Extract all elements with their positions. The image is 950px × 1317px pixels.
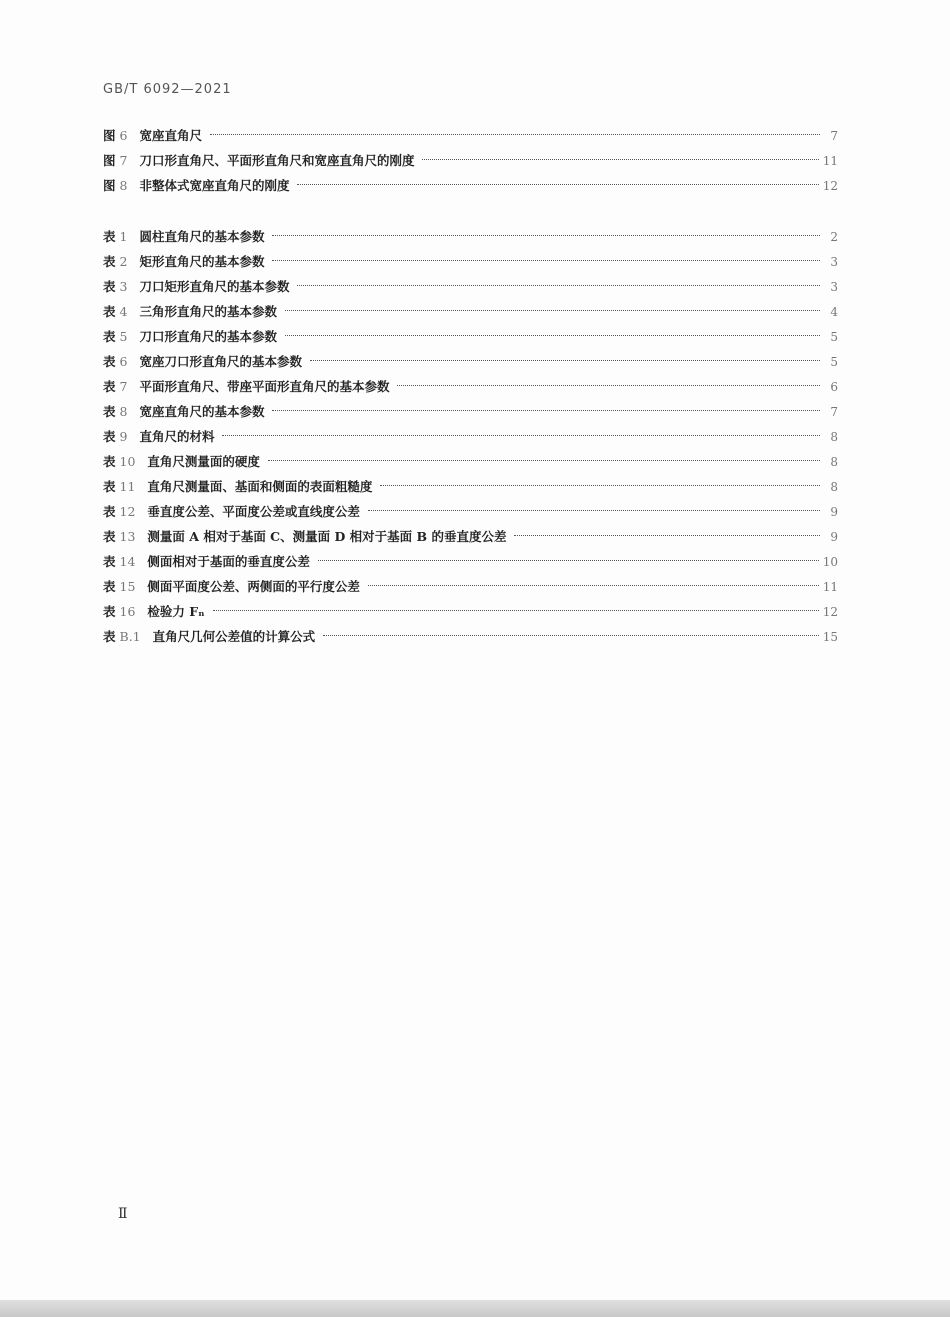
entry-page-number: 8 xyxy=(830,430,838,444)
entry-number: 14 xyxy=(119,554,136,569)
table-entry[interactable] xyxy=(103,224,838,249)
entry-page-number: 8 xyxy=(830,455,838,469)
entry-label xyxy=(103,549,135,574)
dot-leader xyxy=(397,385,820,386)
entry-kind: 表 xyxy=(103,379,116,394)
figure-entry[interactable] xyxy=(103,123,838,148)
entry-page-number: 7 xyxy=(830,405,838,419)
entry-label xyxy=(103,599,135,624)
entry-label xyxy=(103,148,127,173)
entry-title: 宽座刀口形直角尺的基本参数 xyxy=(139,354,302,369)
dot-leader xyxy=(272,260,820,261)
entry-title: 平面形直角尺、带座平面形直角尺的基本参数 xyxy=(139,379,390,394)
figure-entry[interactable] xyxy=(103,148,838,173)
dot-leader xyxy=(210,134,820,135)
entry-title: 宽座直角尺 xyxy=(139,128,202,143)
dot-leader xyxy=(368,585,819,586)
entry-page-number: 15 xyxy=(822,630,838,644)
table-entry[interactable] xyxy=(103,299,838,324)
entry-page-number: 5 xyxy=(830,330,838,344)
entry-title: 侧面平面度公差、两侧面的平行度公差 xyxy=(147,579,360,594)
table-entry[interactable] xyxy=(103,549,838,574)
entry-page-number: 6 xyxy=(830,380,838,394)
entry-title: 刀口形直角尺、平面形直角尺和宽座直角尺的刚度 xyxy=(139,153,415,168)
standard-code-header: GB/T 6092—2021 xyxy=(103,82,232,97)
dot-leader xyxy=(368,510,820,511)
dot-leader xyxy=(514,535,820,536)
entry-label xyxy=(103,374,127,399)
entry-label xyxy=(103,299,127,324)
entry-kind: 表 xyxy=(103,404,116,419)
entry-number: 13 xyxy=(119,529,136,544)
table-of-contents xyxy=(103,123,838,649)
entry-kind: 表 xyxy=(103,554,116,569)
entry-kind: 表 xyxy=(103,579,116,594)
entry-kind: 图 xyxy=(103,178,116,193)
entry-title: 直角尺测量面、基面和侧面的表面粗糙度 xyxy=(147,479,373,494)
dot-leader xyxy=(272,410,820,411)
dot-leader xyxy=(297,285,820,286)
entry-title: 直角尺测量面的硬度 xyxy=(147,454,260,469)
entry-label xyxy=(103,249,127,274)
entry-title: 测量面 A 相对于基面 C、测量面 D 相对于基面 B 的垂直度公差 xyxy=(147,529,507,544)
entry-page-number: 8 xyxy=(830,480,838,494)
entry-label xyxy=(103,424,127,449)
entry-page-number: 5 xyxy=(830,355,838,369)
entry-number: 4 xyxy=(119,304,128,319)
entry-page-number: 9 xyxy=(830,505,838,519)
entry-number: 8 xyxy=(119,178,128,193)
figure-list xyxy=(103,123,838,198)
entry-kind: 表 xyxy=(103,629,116,644)
entry-number: 9 xyxy=(119,429,128,444)
entry-title: 三角形直角尺的基本参数 xyxy=(139,304,277,319)
entry-title: 刀口形直角尺的基本参数 xyxy=(139,329,277,344)
table-entry[interactable] xyxy=(103,349,838,374)
entry-kind: 表 xyxy=(103,604,116,619)
entry-number: B.1 xyxy=(119,629,141,644)
dot-leader xyxy=(285,335,820,336)
entry-page-number: 3 xyxy=(830,280,838,294)
entry-label xyxy=(103,574,135,599)
entry-number: 7 xyxy=(119,153,128,168)
entry-label xyxy=(103,173,127,198)
table-entry[interactable] xyxy=(103,474,838,499)
entry-number: 16 xyxy=(119,604,136,619)
entry-kind: 图 xyxy=(103,128,116,143)
entry-title: 矩形直角尺的基本参数 xyxy=(139,254,265,269)
entry-kind: 表 xyxy=(103,529,116,544)
entry-title: 非整体式宽座直角尺的刚度 xyxy=(139,178,290,193)
table-entry[interactable] xyxy=(103,374,838,399)
entry-number: 3 xyxy=(119,279,128,294)
entry-label xyxy=(103,524,135,549)
entry-label xyxy=(103,449,135,474)
dot-leader xyxy=(318,560,819,561)
entry-number: 6 xyxy=(119,354,128,369)
dot-leader xyxy=(222,435,820,436)
table-entry[interactable] xyxy=(103,499,838,524)
entry-page-number: 11 xyxy=(822,580,838,594)
entry-kind: 表 xyxy=(103,354,116,369)
table-entry[interactable] xyxy=(103,574,838,599)
entry-number: 6 xyxy=(119,128,128,143)
entry-number: 1 xyxy=(119,229,128,244)
entry-title: 刀口矩形直角尺的基本参数 xyxy=(139,279,290,294)
entry-kind: 表 xyxy=(103,229,116,244)
dot-leader xyxy=(285,310,820,311)
dot-leader xyxy=(297,184,818,185)
entry-page-number: 4 xyxy=(830,305,838,319)
table-entry[interactable] xyxy=(103,249,838,274)
entry-kind: 表 xyxy=(103,254,116,269)
dot-leader xyxy=(213,610,819,611)
entry-number: 7 xyxy=(119,379,128,394)
entry-number: 10 xyxy=(119,454,136,469)
entry-number: 8 xyxy=(119,404,128,419)
entry-label xyxy=(103,349,127,374)
page-number-footer: Ⅱ xyxy=(118,1206,128,1222)
entry-kind: 表 xyxy=(103,479,116,494)
entry-number: 11 xyxy=(119,479,136,494)
entry-number: 15 xyxy=(119,579,136,594)
entry-page-number: 11 xyxy=(822,154,838,168)
entry-title: 侧面相对于基面的垂直度公差 xyxy=(147,554,310,569)
entry-page-number: 2 xyxy=(830,230,838,244)
entry-label xyxy=(103,123,127,148)
entry-kind: 表 xyxy=(103,304,116,319)
table-entry[interactable] xyxy=(103,324,838,349)
dot-leader xyxy=(310,360,820,361)
dot-leader xyxy=(272,235,820,236)
table-entry[interactable] xyxy=(103,524,838,549)
entry-number: 12 xyxy=(119,504,136,519)
entry-page-number: 9 xyxy=(830,530,838,544)
entry-label xyxy=(103,499,135,524)
entry-kind: 表 xyxy=(103,329,116,344)
entry-number: 2 xyxy=(119,254,128,269)
dot-leader xyxy=(380,485,820,486)
table-entry[interactable] xyxy=(103,449,838,474)
page-bottom-edge xyxy=(0,1300,950,1317)
entry-title: 直角尺的材料 xyxy=(139,429,215,444)
table-list xyxy=(103,224,838,649)
entry-kind: 图 xyxy=(103,153,116,168)
entry-kind: 表 xyxy=(103,504,116,519)
entry-kind: 表 xyxy=(103,454,116,469)
table-entry[interactable] xyxy=(103,624,838,649)
table-entry[interactable] xyxy=(103,399,838,424)
entry-number: 5 xyxy=(119,329,128,344)
entry-page-number: 3 xyxy=(830,255,838,269)
entry-label xyxy=(103,399,127,424)
entry-label xyxy=(103,624,141,649)
entry-title: 圆柱直角尺的基本参数 xyxy=(139,229,265,244)
dot-leader xyxy=(422,159,818,160)
entry-kind: 表 xyxy=(103,429,116,444)
entry-page-number: 12 xyxy=(822,605,838,619)
table-entry[interactable] xyxy=(103,274,838,299)
entry-page-number: 12 xyxy=(822,179,838,193)
figure-entry[interactable] xyxy=(103,173,838,198)
entry-page-number: 10 xyxy=(822,555,838,569)
dot-leader xyxy=(268,460,820,461)
entry-label xyxy=(103,224,127,249)
entry-title: 宽座直角尺的基本参数 xyxy=(139,404,265,419)
entry-title: 检验力 Fₙ xyxy=(147,604,205,619)
dot-leader xyxy=(323,635,819,636)
entry-title: 直角尺几何公差值的计算公式 xyxy=(152,629,316,644)
table-entry[interactable] xyxy=(103,599,838,624)
entry-label xyxy=(103,274,127,299)
entry-kind: 表 xyxy=(103,279,116,294)
entry-label xyxy=(103,474,135,499)
entry-title: 垂直度公差、平面度公差或直线度公差 xyxy=(147,504,360,519)
table-entry[interactable] xyxy=(103,424,838,449)
entry-label xyxy=(103,324,127,349)
entry-page-number: 7 xyxy=(830,129,838,143)
